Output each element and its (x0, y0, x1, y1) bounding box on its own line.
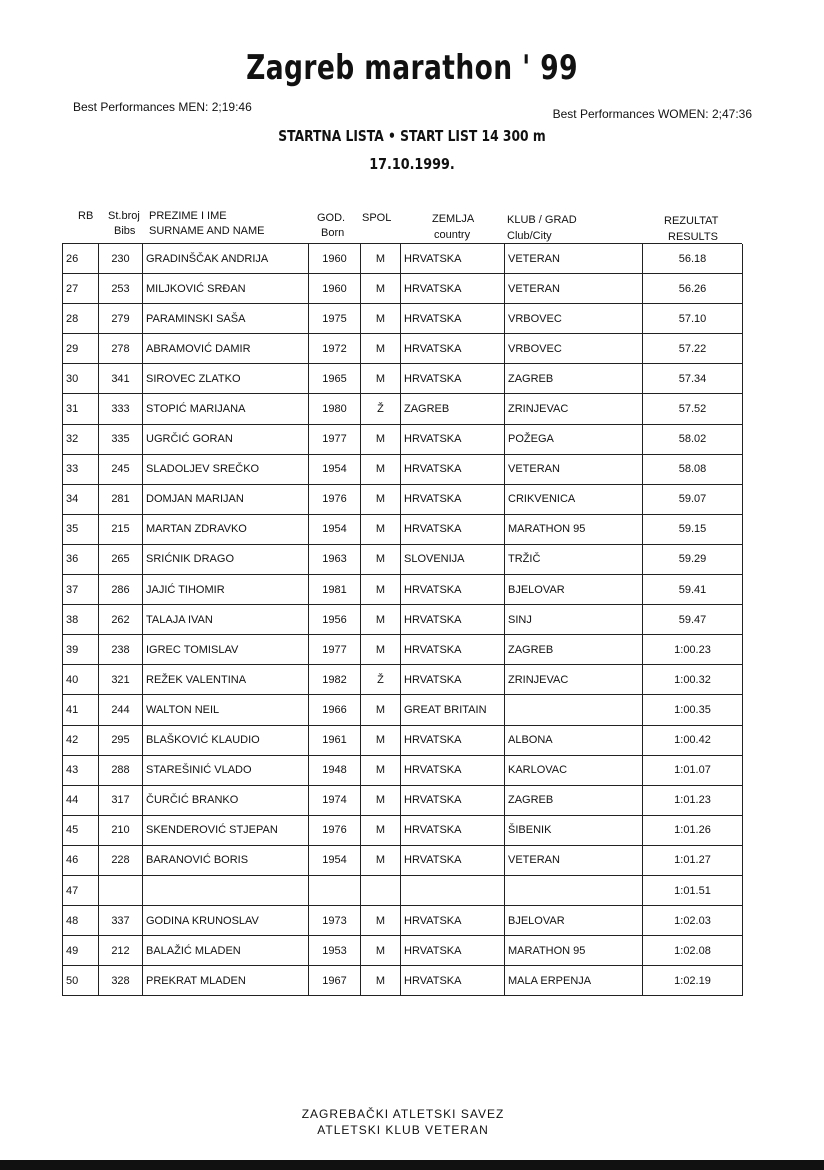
cell-name: TALAJA IVAN (142, 605, 308, 634)
best-performance-men: Best Performances MEN: 2;19:46 (73, 100, 252, 114)
cell-born: 1954 (308, 455, 360, 484)
footer-organizer: ZAGREBAČKI ATLETSKI SAVEZ (301, 1107, 505, 1121)
cell-country: HRVATSKA (400, 244, 504, 273)
col-header-born-en: Born (321, 227, 345, 239)
cell-rb: 43 (62, 756, 98, 785)
cell-born: 1953 (308, 936, 360, 965)
col-header-sex: SPOL (362, 212, 392, 224)
cell-country: HRVATSKA (400, 665, 504, 694)
cell-country: HRVATSKA (400, 485, 504, 514)
cell-sex: M (360, 575, 400, 604)
cell-club: VRBOVEC (504, 304, 642, 333)
cell-club: ZAGREB (504, 364, 642, 393)
cell-name: ABRAMOVIĆ DAMIR (142, 334, 308, 363)
cell-rb: 44 (62, 786, 98, 815)
cell-born: 1948 (308, 756, 360, 785)
cell-country: HRVATSKA (400, 575, 504, 604)
cell-born: 1967 (308, 966, 360, 995)
table-row (62, 936, 743, 966)
cell-name: GODINA KRUNOSLAV (142, 906, 308, 935)
cell-rb: 34 (62, 485, 98, 514)
cell-sex: M (360, 515, 400, 544)
cell-born: 1956 (308, 605, 360, 634)
cell-country: HRVATSKA (400, 274, 504, 303)
cell-name: MILJKOVIĆ SRĐAN (142, 274, 308, 303)
cell-name: PREKRAT MLADEN (142, 966, 308, 995)
cell-rb: 29 (62, 334, 98, 363)
cell-name: SLADOLJEV SREČKO (142, 455, 308, 484)
col-header-name: PREZIME I IME (149, 210, 227, 222)
cell-club: MALA ERPENJA (504, 966, 642, 995)
cell-sex: M (360, 334, 400, 363)
cell-name: MARTAN ZDRAVKO (142, 515, 308, 544)
cell-result: 1:00.32 (642, 665, 743, 694)
col-header-club: KLUB / GRAD (507, 214, 577, 226)
cell-rb: 49 (62, 936, 98, 965)
col-header-bib-en: Bibs (114, 225, 136, 237)
cell-club: TRŽIČ (504, 545, 642, 574)
cell-sex: M (360, 485, 400, 514)
cell-bib: 228 (98, 846, 142, 875)
cell-country: HRVATSKA (400, 425, 504, 454)
cell-result: 1:00.42 (642, 726, 743, 755)
cell-result: 59.07 (642, 485, 743, 514)
cell-rb: 27 (62, 274, 98, 303)
event-date: 17.10.1999. (369, 155, 455, 173)
cell-sex: M (360, 244, 400, 273)
cell-club: VETERAN (504, 455, 642, 484)
scan-edge-bar (0, 1160, 824, 1170)
cell-club: MARATHON 95 (504, 515, 642, 544)
cell-bib: 265 (98, 545, 142, 574)
cell-result: 57.10 (642, 304, 743, 333)
cell-sex: Ž (360, 394, 400, 423)
cell-sex: M (360, 966, 400, 995)
cell-born: 1973 (308, 906, 360, 935)
cell-bib: 244 (98, 695, 142, 724)
cell-country: HRVATSKA (400, 304, 504, 333)
cell-sex: M (360, 364, 400, 393)
cell-rb: 46 (62, 846, 98, 875)
cell-bib: 288 (98, 756, 142, 785)
cell-rb: 37 (62, 575, 98, 604)
cell-born: 1982 (308, 665, 360, 694)
cell-name: SKENDEROVIĆ STJEPAN (142, 816, 308, 845)
col-header-country: ZEMLJA (432, 213, 475, 225)
cell-country: HRVATSKA (400, 364, 504, 393)
cell-born: 1963 (308, 545, 360, 574)
cell-name: BARANOVIĆ BORIS (142, 846, 308, 875)
cell-result: 59.15 (642, 515, 743, 544)
table-row (62, 364, 743, 394)
cell-name: SIROVEC ZLATKO (142, 364, 308, 393)
cell-born: 1972 (308, 334, 360, 363)
cell-country: HRVATSKA (400, 334, 504, 363)
cell-name: DOMJAN MARIJAN (142, 485, 308, 514)
cell-country: HRVATSKA (400, 635, 504, 664)
cell-result: 56.18 (642, 244, 743, 273)
cell-country: HRVATSKA (400, 816, 504, 845)
cell-name: REŽEK VALENTINA (142, 665, 308, 694)
cell-rb: 41 (62, 695, 98, 724)
cell-rb: 36 (62, 545, 98, 574)
cell-bib: 337 (98, 906, 142, 935)
cell-country: HRVATSKA (400, 756, 504, 785)
cell-club: VETERAN (504, 274, 642, 303)
cell-result: 1:01.26 (642, 816, 743, 845)
cell-sex: M (360, 726, 400, 755)
cell-born: 1961 (308, 726, 360, 755)
col-header-bib: St.broj (108, 210, 140, 222)
cell-sex: M (360, 756, 400, 785)
cell-result: 57.52 (642, 394, 743, 423)
cell-sex: M (360, 425, 400, 454)
cell-sex: M (360, 545, 400, 574)
cell-name: STOPIĆ MARIJANA (142, 394, 308, 423)
cell-sex: Ž (360, 665, 400, 694)
page-title: Zagreb marathon ' 99 (246, 48, 578, 88)
table-row (62, 756, 743, 786)
table-row (62, 575, 743, 605)
table-row (62, 816, 743, 846)
cell-club (504, 695, 642, 724)
table-row (62, 304, 743, 334)
cell-club: KARLOVAC (504, 756, 642, 785)
cell-rb: 33 (62, 455, 98, 484)
table-row (62, 455, 743, 485)
cell-born: 1977 (308, 425, 360, 454)
cell-born: 1954 (308, 846, 360, 875)
cell-rb: 28 (62, 304, 98, 333)
cell-name: BALAŽIĆ MLADEN (142, 936, 308, 965)
cell-sex: M (360, 906, 400, 935)
table-row (62, 515, 743, 545)
cell-name: IGREC TOMISLAV (142, 635, 308, 664)
cell-born: 1966 (308, 695, 360, 724)
cell-result: 59.47 (642, 605, 743, 634)
cell-result: 1:02.19 (642, 966, 743, 995)
cell-country: HRVATSKA (400, 846, 504, 875)
cell-country: HRVATSKA (400, 726, 504, 755)
cell-bib: 286 (98, 575, 142, 604)
cell-bib: 328 (98, 966, 142, 995)
cell-name: UGRČIĆ GORAN (142, 425, 308, 454)
col-header-club-en: Club/City (507, 230, 552, 242)
cell-result: 1:01.51 (642, 876, 743, 905)
cell-rb: 47 (62, 876, 98, 905)
cell-name: WALTON NEIL (142, 695, 308, 724)
table-row (62, 876, 743, 906)
cell-club: ŠIBENIK (504, 816, 642, 845)
cell-rb: 31 (62, 394, 98, 423)
cell-country: HRVATSKA (400, 786, 504, 815)
cell-rb: 38 (62, 605, 98, 634)
cell-result: 56.26 (642, 274, 743, 303)
cell-bib: 238 (98, 635, 142, 664)
table-row (62, 244, 743, 274)
cell-rb: 26 (62, 244, 98, 273)
cell-name: SRIĆNIK DRAGO (142, 545, 308, 574)
cell-result: 1:00.23 (642, 635, 743, 664)
table-row (62, 846, 743, 876)
cell-rb: 50 (62, 966, 98, 995)
cell-born: 1975 (308, 304, 360, 333)
cell-sex: M (360, 786, 400, 815)
cell-name: STAREŠINIĆ VLADO (142, 756, 308, 785)
cell-rb: 30 (62, 364, 98, 393)
cell-born: 1981 (308, 575, 360, 604)
table-row (62, 394, 743, 424)
table-row (62, 966, 743, 996)
col-header-result-en: RESULTS (668, 231, 718, 243)
cell-bib: 333 (98, 394, 142, 423)
cell-bib (98, 876, 142, 905)
cell-result: 1:01.27 (642, 846, 743, 875)
col-header-result: REZULTAT (664, 215, 719, 227)
cell-result: 1:01.23 (642, 786, 743, 815)
cell-name: PARAMINSKI SAŠA (142, 304, 308, 333)
cell-rb: 35 (62, 515, 98, 544)
start-list-subtitle: STARTNA LISTA • START LIST 14 300 m (278, 127, 546, 145)
cell-name (142, 876, 308, 905)
cell-sex: M (360, 635, 400, 664)
cell-country: HRVATSKA (400, 515, 504, 544)
cell-bib: 317 (98, 786, 142, 815)
cell-rb: 45 (62, 816, 98, 845)
cell-born: 1976 (308, 485, 360, 514)
cell-result: 58.02 (642, 425, 743, 454)
cell-country: HRVATSKA (400, 455, 504, 484)
cell-result: 58.08 (642, 455, 743, 484)
cell-club: ZAGREB (504, 635, 642, 664)
cell-born: 1974 (308, 786, 360, 815)
col-header-country-en: country (434, 229, 471, 241)
cell-born: 1977 (308, 635, 360, 664)
cell-sex: M (360, 274, 400, 303)
col-header-rb: RB (78, 210, 94, 222)
table-row (62, 786, 743, 816)
cell-club: VETERAN (504, 846, 642, 875)
cell-rb: 39 (62, 635, 98, 664)
cell-bib: 245 (98, 455, 142, 484)
cell-result: 1:01.07 (642, 756, 743, 785)
cell-club: VETERAN (504, 244, 642, 273)
table-row (62, 635, 743, 665)
cell-bib: 281 (98, 485, 142, 514)
cell-name: BLAŠKOVIĆ KLAUDIO (142, 726, 308, 755)
cell-bib: 341 (98, 364, 142, 393)
cell-born: 1954 (308, 515, 360, 544)
cell-club: ZAGREB (504, 786, 642, 815)
cell-bib: 321 (98, 665, 142, 694)
cell-club: ALBONA (504, 726, 642, 755)
cell-bib: 279 (98, 304, 142, 333)
cell-country: HRVATSKA (400, 936, 504, 965)
best-performance-women: Best Performances WOMEN: 2;47:36 (552, 107, 752, 121)
cell-sex: M (360, 816, 400, 845)
table-row (62, 485, 743, 515)
cell-country: GREAT BRITAIN (400, 695, 504, 724)
cell-sex: M (360, 936, 400, 965)
cell-bib: 278 (98, 334, 142, 363)
cell-born: 1960 (308, 274, 360, 303)
cell-sex (360, 876, 400, 905)
cell-result: 1:02.08 (642, 936, 743, 965)
col-header-name-en: SURNAME AND NAME (149, 225, 265, 237)
cell-born: 1965 (308, 364, 360, 393)
cell-result: 1:00.35 (642, 695, 743, 724)
cell-born: 1960 (308, 244, 360, 273)
cell-club: ZRINJEVAC (504, 665, 642, 694)
cell-sex: M (360, 605, 400, 634)
table-row (62, 665, 743, 695)
cell-country: ZAGREB (400, 394, 504, 423)
cell-rb: 40 (62, 665, 98, 694)
cell-name: GRADINŠČAK ANDRIJA (142, 244, 308, 273)
cell-bib: 212 (98, 936, 142, 965)
table-row (62, 425, 743, 455)
cell-club (504, 876, 642, 905)
cell-rb: 48 (62, 906, 98, 935)
cell-sex: M (360, 846, 400, 875)
table-row (62, 605, 743, 635)
table-row (62, 726, 743, 756)
cell-result: 57.22 (642, 334, 743, 363)
cell-club: ZRINJEVAC (504, 394, 642, 423)
cell-club: SINJ (504, 605, 642, 634)
cell-country (400, 876, 504, 905)
cell-country: HRVATSKA (400, 966, 504, 995)
cell-country: HRVATSKA (400, 605, 504, 634)
cell-born: 1980 (308, 394, 360, 423)
cell-result: 59.41 (642, 575, 743, 604)
cell-name: ČURČIĆ BRANKO (142, 786, 308, 815)
cell-bib: 210 (98, 816, 142, 845)
cell-bib: 215 (98, 515, 142, 544)
footer-club: ATLETSKI KLUB VETERAN (317, 1123, 489, 1137)
cell-bib: 253 (98, 274, 142, 303)
table-row (62, 545, 743, 575)
cell-club: BJELOVAR (504, 906, 642, 935)
table-row (62, 334, 743, 364)
cell-rb: 42 (62, 726, 98, 755)
cell-result: 57.34 (642, 364, 743, 393)
cell-born: 1976 (308, 816, 360, 845)
table-row (62, 274, 743, 304)
cell-bib: 335 (98, 425, 142, 454)
col-header-born: GOD. (317, 212, 346, 224)
cell-sex: M (360, 695, 400, 724)
cell-bib: 230 (98, 244, 142, 273)
cell-club: POŽEGA (504, 425, 642, 454)
cell-born (308, 876, 360, 905)
cell-result: 1:02.03 (642, 906, 743, 935)
table-row (62, 906, 743, 936)
cell-bib: 262 (98, 605, 142, 634)
cell-sex: M (360, 455, 400, 484)
cell-club: MARATHON 95 (504, 936, 642, 965)
start-list-table (62, 244, 743, 996)
cell-rb: 32 (62, 425, 98, 454)
cell-club: CRIKVENICA (504, 485, 642, 514)
cell-country: HRVATSKA (400, 906, 504, 935)
cell-bib: 295 (98, 726, 142, 755)
cell-name: JAJIĆ TIHOMIR (142, 575, 308, 604)
cell-country: SLOVENIJA (400, 545, 504, 574)
cell-sex: M (360, 304, 400, 333)
cell-result: 59.29 (642, 545, 743, 574)
cell-club: VRBOVEC (504, 334, 642, 363)
cell-club: BJELOVAR (504, 575, 642, 604)
table-row (62, 695, 743, 725)
